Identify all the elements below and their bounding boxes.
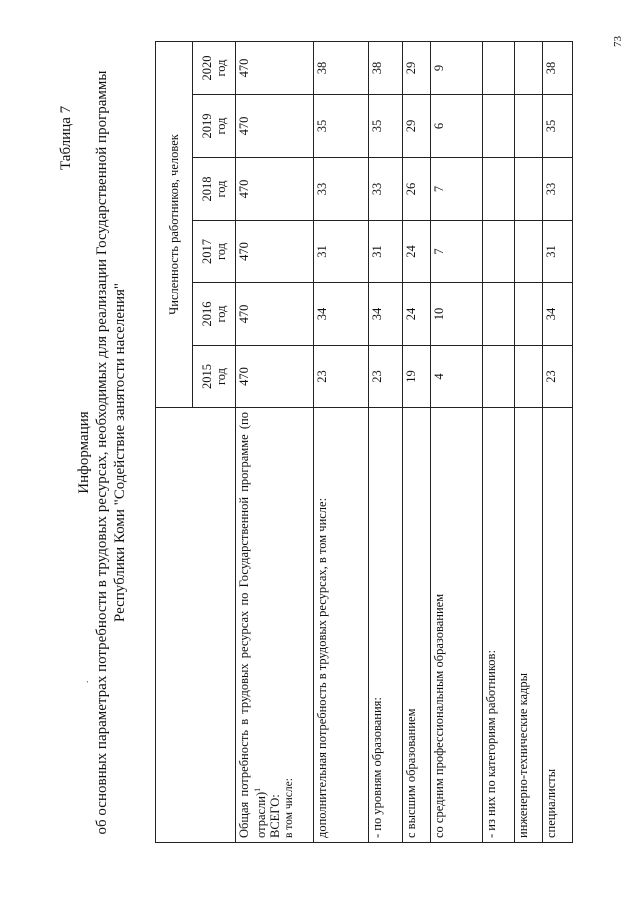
table-row [403, 42, 431, 843]
cell-value: 26 [403, 158, 431, 221]
table-row [431, 42, 483, 843]
cell-value: 24 [403, 283, 431, 346]
cell-value: 33 [543, 158, 573, 221]
cell-value: 33 [314, 158, 369, 221]
group-header: Численность работников, человек [156, 42, 193, 408]
cell-value: 7 [431, 221, 483, 283]
cell-value [515, 95, 543, 158]
cell-value: 35 [543, 95, 573, 158]
cell-value: 470 [236, 346, 314, 408]
cell-value [515, 346, 543, 408]
stray-mark: . [80, 680, 90, 683]
table-row [369, 42, 403, 843]
cell-value: 470 [236, 221, 314, 283]
title-subline-1: об основных параметрах потребности в трудовых ресурсах, необходимых для реализации Государственной программы [94, 70, 110, 835]
year-header: 2018 год [193, 158, 236, 221]
row-label: - из них по категориям работников: [483, 408, 515, 843]
cell-value: 23 [543, 346, 573, 408]
cell-value: 31 [314, 221, 369, 283]
page-number: 73 [612, 36, 624, 47]
row-label: специалисты [543, 408, 573, 843]
labor-resources-table [155, 41, 573, 843]
title-subline-2: Республики Коми "Содействие занятости населения" [112, 282, 128, 623]
cell-value: 38 [369, 42, 403, 95]
title-heading: Информация [76, 411, 92, 494]
cell-value [515, 283, 543, 346]
cell-value: 470 [236, 95, 314, 158]
cell-value: 29 [403, 95, 431, 158]
cell-value: 31 [543, 221, 573, 283]
row-label: инженерно-технические кадры [515, 408, 543, 843]
cell-value [515, 42, 543, 95]
cell-value [515, 158, 543, 221]
year-header: 2016 год [193, 283, 236, 346]
row-label: со средним профессиональным образованием [431, 408, 483, 843]
cell-value: 34 [543, 283, 573, 346]
cell-value [483, 221, 515, 283]
cell-value [483, 283, 515, 346]
cell-value: 19 [403, 346, 431, 408]
row-label: дополнительная потребность в трудовых ресурсах, в том числе: [314, 408, 369, 843]
year-header: 2017 год [193, 221, 236, 283]
table-row [236, 42, 314, 843]
cell-value [515, 221, 543, 283]
cell-value: 470 [236, 283, 314, 346]
table-row [314, 42, 369, 843]
cell-value: 35 [369, 95, 403, 158]
cell-value: 38 [543, 42, 573, 95]
row-label: с высшим образованием [403, 408, 431, 843]
cell-value: 23 [369, 346, 403, 408]
table-row [483, 42, 515, 843]
cell-value: 470 [236, 158, 314, 221]
cell-value [483, 158, 515, 221]
cell-value: 29 [403, 42, 431, 95]
cell-value: 4 [431, 346, 483, 408]
table-row [543, 42, 573, 843]
year-header: 2015 год [193, 346, 236, 408]
header-blank-cell [156, 408, 236, 843]
row-label: - по уровням образования: [369, 408, 403, 843]
cell-value: 24 [403, 221, 431, 283]
cell-value: 10 [431, 283, 483, 346]
cell-value: 34 [314, 283, 369, 346]
cell-value: 7 [431, 158, 483, 221]
table-row [515, 42, 543, 843]
cell-value: 6 [431, 95, 483, 158]
cell-value: 470 [236, 42, 314, 95]
cell-value [483, 346, 515, 408]
cell-value: 38 [314, 42, 369, 95]
cell-value [483, 42, 515, 95]
cell-value: 31 [369, 221, 403, 283]
row-label: Общая потребность в трудовых ресурсах по Государственной программе (по отрасли)$^1$ ВСЕГО: в том числе: [236, 408, 314, 843]
cell-value: 23 [314, 346, 369, 408]
cell-value [483, 95, 515, 158]
cell-value: 9 [431, 42, 483, 95]
table-label: Таблица 7 [58, 105, 74, 170]
cell-value: 34 [369, 283, 403, 346]
year-header: 2019 год [193, 95, 236, 158]
cell-value: 35 [314, 95, 369, 158]
cell-value: 33 [369, 158, 403, 221]
year-header: 2020 год [193, 42, 236, 95]
